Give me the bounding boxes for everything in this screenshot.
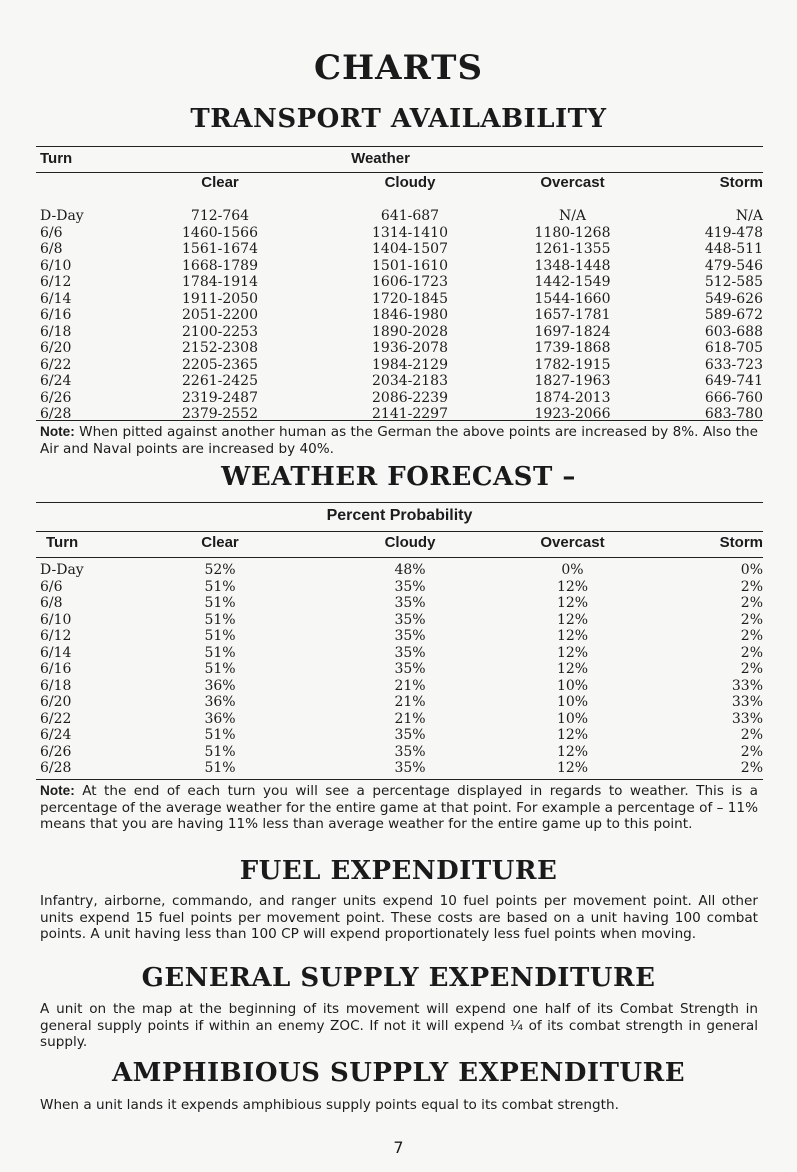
value-cell: 1348-1448: [534, 257, 611, 274]
turn-cell: D-Day: [40, 208, 84, 224]
general-supply-title: GENERAL SUPPLY EXPENDITURE: [141, 963, 656, 993]
value-cell: 1890-2028: [372, 323, 448, 340]
table-row: [36, 694, 763, 711]
value-cell: 35%: [394, 611, 426, 628]
value-cell: 2205-2365: [182, 356, 258, 373]
turn-cell: 6/24: [40, 373, 72, 389]
table-row: [36, 208, 763, 225]
value-cell: 35%: [394, 760, 426, 776]
value-cell: 419-478: [704, 224, 763, 241]
value-cell: 12%: [556, 743, 589, 760]
weather-title: WEATHER FORECAST –: [221, 462, 576, 492]
value-cell: 2152-2308: [182, 340, 258, 356]
divider: [36, 502, 763, 503]
table-row: [36, 340, 763, 357]
table-row: [36, 595, 763, 612]
value-cell: 48%: [394, 562, 426, 578]
value-cell: 2%: [740, 628, 763, 644]
turn-cell: 6/16: [40, 661, 72, 677]
value-cell: 2100-2253: [182, 323, 258, 340]
value-cell: 2261-2425: [182, 373, 258, 389]
value-cell: 512-585: [704, 274, 763, 290]
note-label: Note:: [40, 424, 75, 439]
turn-cell: 6/6: [40, 578, 63, 595]
value-cell: 1657-1781: [534, 307, 611, 323]
divider: [36, 779, 763, 780]
value-cell: 51%: [204, 743, 236, 760]
value-cell: 2%: [740, 611, 763, 628]
value-cell: 1784-1914: [182, 274, 258, 290]
turn-header: Turn: [40, 150, 73, 167]
amphibious-title: AMPHIBIOUS SUPPLY EXPENDITURE: [111, 1058, 686, 1088]
turn-cell: 6/14: [40, 290, 72, 307]
fuel-text: Infantry, airborne, commando, and ranger units expend 10 fuel points per movement point. All other units expend 15 fuel points per movement point. These costs are based on a unit having 100 combat points. A unit having less than 100 CP will expend proportionately less fuel points when moving.: [40, 893, 758, 943]
value-cell: 52%: [204, 562, 236, 578]
turn-cell: 6/16: [40, 307, 72, 323]
turn-cell: 6/28: [40, 406, 72, 422]
page-number: 7: [393, 1138, 404, 1157]
turn-cell: 6/22: [40, 710, 72, 727]
table-row: [36, 612, 763, 629]
value-cell: 21%: [394, 677, 426, 694]
table-row: [36, 678, 763, 695]
table-row: [36, 579, 763, 596]
value-cell: 589-672: [704, 307, 763, 323]
turn-cell: 6/24: [40, 727, 72, 743]
value-cell: 1261-1355: [534, 241, 611, 257]
general-supply-text: A unit on the map at the beginning of its movement will expend one half of its Combat Strength in general supply points if within an enemy ZOC. If not it will expend ¼ of its combat strength in general supply.: [40, 1001, 758, 1051]
table-row: [36, 661, 763, 678]
table-row: [36, 307, 763, 324]
value-cell: 2319-2487: [182, 389, 258, 406]
column-header: Clear: [201, 534, 239, 551]
table-row: [36, 241, 763, 258]
value-cell: 10%: [556, 710, 589, 727]
value-cell: 36%: [204, 677, 236, 694]
value-cell: 2051-2200: [182, 307, 258, 323]
value-cell: 0%: [561, 562, 584, 578]
weather-note: [40, 783, 758, 833]
value-cell: 2086-2239: [372, 389, 448, 406]
turn-cell: 6/26: [40, 743, 72, 760]
page-title: CHARTS: [313, 48, 484, 88]
value-cell: 1404-1507: [372, 241, 448, 257]
value-cell: 2034-2183: [372, 373, 448, 389]
table-row: [36, 258, 763, 275]
table-row: [36, 357, 763, 374]
value-cell: 2%: [740, 743, 763, 760]
transport-note: [40, 424, 758, 457]
turn-cell: 6/10: [40, 611, 72, 628]
divider: [36, 146, 763, 147]
value-cell: 2%: [740, 595, 763, 611]
value-cell: 1936-2078: [372, 340, 448, 356]
value-cell: 51%: [204, 628, 236, 644]
value-cell: 712-764: [190, 208, 250, 224]
table-row: [36, 727, 763, 744]
divider: [36, 172, 763, 173]
turn-cell: 6/6: [40, 224, 63, 241]
value-cell: 479-546: [704, 257, 763, 274]
value-cell: 2%: [740, 578, 763, 595]
weather-column-headers: [36, 529, 763, 560]
value-cell: 12%: [556, 661, 589, 677]
note-text: When pitted against another human as the German the above points are increased by 8%. Also the Air and Naval points are increased by 40%.: [40, 424, 758, 457]
value-cell: 51%: [204, 760, 236, 776]
table-row: [36, 390, 763, 407]
turn-cell: 6/26: [40, 389, 72, 406]
turn-cell: 6/20: [40, 340, 72, 356]
value-cell: 12%: [556, 595, 589, 611]
column-header: Cloudy: [384, 174, 436, 191]
turn-cell: 6/20: [40, 694, 72, 710]
table-row: [36, 744, 763, 761]
value-cell: 35%: [394, 595, 426, 611]
table-row: [36, 274, 763, 291]
turn-cell: 6/18: [40, 677, 72, 694]
value-cell: 1846-1980: [372, 307, 448, 323]
value-cell: 51%: [204, 644, 236, 661]
table-row: [36, 225, 763, 242]
value-cell: 1180-1268: [534, 224, 611, 241]
value-cell: 35%: [394, 661, 426, 677]
value-cell: 2379-2552: [182, 406, 258, 422]
turn-cell: 6/22: [40, 356, 72, 373]
column-header: Overcast: [540, 174, 605, 191]
value-cell: 33%: [731, 710, 763, 727]
column-header: Storm: [719, 534, 763, 551]
value-cell: 1544-1660: [534, 290, 611, 307]
turn-cell: 6/12: [40, 274, 72, 290]
column-header: Storm: [719, 174, 763, 191]
table-row: [36, 324, 763, 341]
value-cell: 683-780: [704, 406, 763, 422]
value-cell: 21%: [394, 710, 426, 727]
value-cell: 12%: [556, 760, 589, 776]
percent-probability-header: Percent Probability: [326, 507, 473, 524]
value-cell: 12%: [556, 628, 589, 644]
value-cell: 1606-1723: [372, 274, 448, 290]
divider: [36, 420, 763, 421]
value-cell: 35%: [394, 743, 426, 760]
turn-cell: 6/18: [40, 323, 72, 340]
value-cell: N/A: [558, 208, 587, 224]
value-cell: 33%: [731, 677, 763, 694]
value-cell: 1923-2066: [534, 406, 611, 422]
value-cell: 603-688: [704, 323, 763, 340]
divider: [36, 557, 763, 558]
table-row: [36, 291, 763, 308]
value-cell: 21%: [394, 694, 426, 710]
value-cell: 51%: [204, 727, 236, 743]
amphibious-text: When a unit lands it expends amphibious supply points equal to its combat strength.: [40, 1097, 619, 1113]
value-cell: 633-723: [704, 356, 763, 373]
table-row: [36, 628, 763, 645]
turn-cell: 6/10: [40, 257, 72, 274]
value-cell: 448-511: [704, 241, 763, 257]
value-cell: 2%: [740, 760, 763, 776]
value-cell: 35%: [394, 578, 426, 595]
value-cell: 33%: [731, 694, 763, 710]
turn-cell: 6/12: [40, 628, 72, 644]
turn-cell: 6/8: [40, 241, 63, 257]
value-cell: 1720-1845: [372, 290, 448, 307]
value-cell: 1911-2050: [182, 290, 258, 307]
value-cell: 2%: [740, 661, 763, 677]
table-row: [36, 645, 763, 662]
transport-header-row: [36, 150, 763, 170]
value-cell: 2%: [740, 727, 763, 743]
value-cell: 10%: [556, 677, 589, 694]
value-cell: 1561-1674: [182, 241, 258, 257]
value-cell: 51%: [204, 611, 236, 628]
turn-header: Turn: [46, 534, 79, 551]
fuel-title: FUEL EXPENDITURE: [239, 856, 558, 886]
turn-cell: D-Day: [40, 562, 84, 578]
value-cell: 1501-1610: [372, 257, 448, 274]
value-cell: 12%: [556, 644, 589, 661]
value-cell: 2%: [740, 644, 763, 661]
weather-group-header: Weather: [351, 150, 410, 167]
weather-body: [36, 562, 763, 777]
value-cell: 36%: [204, 694, 236, 710]
column-header: Cloudy: [384, 534, 436, 551]
value-cell: 51%: [204, 661, 236, 677]
table-row: [36, 760, 763, 777]
table-row: [36, 562, 763, 579]
turn-cell: 6/28: [40, 760, 72, 776]
value-cell: 36%: [204, 710, 236, 727]
value-cell: 1782-1915: [534, 356, 611, 373]
value-cell: 1442-1549: [534, 274, 611, 290]
column-header: Clear: [201, 174, 239, 191]
turn-cell: 6/14: [40, 644, 72, 661]
value-cell: 641-687: [380, 208, 440, 224]
value-cell: 1874-2013: [534, 389, 611, 406]
value-cell: 12%: [556, 578, 589, 595]
value-cell: 1697-1824: [534, 323, 611, 340]
value-cell: 1460-1566: [182, 224, 258, 241]
value-cell: 1314-1410: [372, 224, 448, 241]
value-cell: 1739-1868: [534, 340, 611, 356]
value-cell: 10%: [556, 694, 589, 710]
turn-cell: 6/8: [40, 595, 63, 611]
value-cell: 12%: [556, 727, 589, 743]
transport-table: [36, 150, 763, 423]
divider: [36, 531, 763, 532]
note-text: At the end of each turn you will see a percentage displayed in regards to weather. This is a percentage of the average weather for the entire game at that point. For example a percentage of – 11% means that you are having 11% less than average weather for the entire game up to this point.: [40, 783, 758, 833]
table-row: [36, 373, 763, 390]
transport-column-headers: [36, 170, 763, 208]
value-cell: 51%: [204, 595, 236, 611]
value-cell: 1827-1963: [534, 373, 611, 389]
value-cell: 1984-2129: [372, 356, 448, 373]
value-cell: 1668-1789: [182, 257, 258, 274]
transport-title: TRANSPORT AVAILABILITY: [190, 104, 607, 134]
value-cell: 35%: [394, 644, 426, 661]
table-row: [36, 711, 763, 728]
value-cell: 12%: [556, 611, 589, 628]
value-cell: 618-705: [704, 340, 763, 356]
value-cell: 549-626: [704, 290, 763, 307]
value-cell: 666-760: [704, 389, 763, 406]
value-cell: N/A: [735, 208, 763, 224]
transport-body: [36, 208, 763, 423]
value-cell: 0%: [740, 562, 763, 578]
value-cell: 649-741: [704, 373, 763, 389]
column-header: Overcast: [540, 534, 605, 551]
value-cell: 51%: [204, 578, 236, 595]
value-cell: 2141-2297: [372, 406, 448, 422]
value-cell: 35%: [394, 628, 426, 644]
value-cell: 35%: [394, 727, 426, 743]
note-label: Note:: [40, 783, 75, 798]
weather-table: [36, 507, 763, 777]
